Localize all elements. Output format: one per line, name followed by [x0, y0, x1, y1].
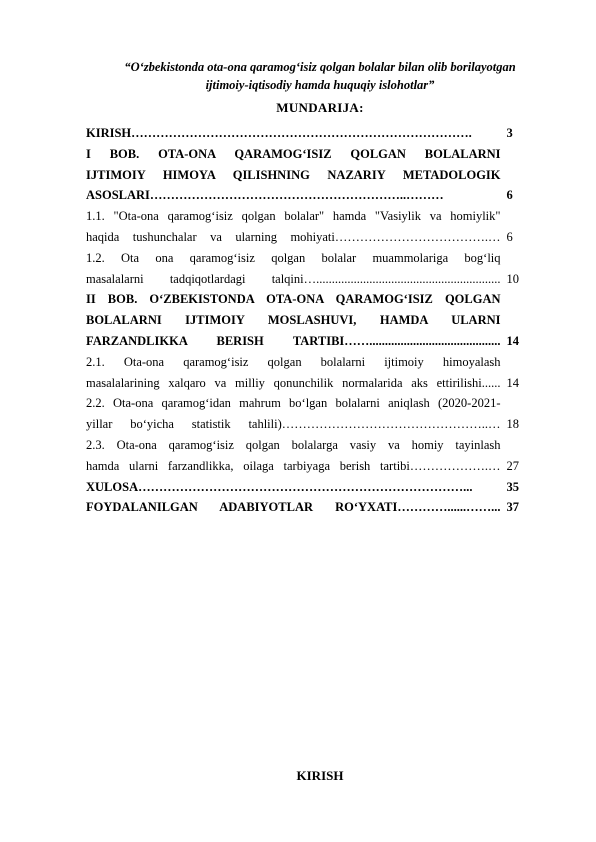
toc-entry-title [86, 123, 501, 144]
toc-entry-title [86, 393, 501, 435]
contents-heading: MUNDARIJA: [276, 100, 364, 115]
toc-page-number: 27 [506, 458, 520, 473]
toc-page-number: 18 [506, 417, 520, 432]
table-of-contents [86, 123, 546, 518]
toc-entry-line: II BOB. O‘ZBEKISTONDA OTA-ONA QARAMOG‘ISIZ QOLGAN [86, 292, 501, 307]
toc-entry-line: FARZANDLIKKA BERISH TARTIBI…….......................................... [86, 333, 501, 348]
toc-entry-title [86, 248, 501, 290]
toc-entry-line: haqida tushunchalar va ularning mohiyati……………………………….… [86, 229, 501, 244]
toc-entry[interactable] [86, 206, 546, 248]
toc-entry-line: yillar bo‘yicha statistik tahlili)…………………………………………..… [86, 417, 501, 432]
toc-entry-line: 1.2. Ota ona qaramog‘isiz qolgan bolalar muammolariga bog‘liq [86, 250, 501, 265]
toc-entry[interactable] [86, 123, 546, 144]
toc-entry-line: masalalarni tadqiqotlardagi talqini…........................................................... [86, 271, 501, 286]
toc-page-number: 35 [506, 479, 520, 494]
toc-entry-line: hamda ularni farzandlikka, oilaga tarbiyaga berish tartibi……………….… [86, 458, 501, 473]
toc-entry-line: masalalarining xalqaro va milliy qonunchilik normalarida aks ettirilishi...... [86, 375, 501, 390]
toc-entry-line: ASOSLARI……………………………………………………..……… [86, 188, 444, 203]
toc-entry[interactable] [86, 352, 546, 394]
toc-entry-line: XULOSA……………………………………………………………………... [86, 479, 473, 494]
toc-page-number: 10 [506, 271, 520, 286]
toc-entry-line: I BOB. OTA-ONA QARAMOG‘ISIZ QOLGAN BOLALARNI [86, 146, 501, 161]
toc-page-number: 6 [506, 188, 513, 203]
toc-entry-line: 2.2. Ota-ona qaramog‘idan mahrum bo‘lgan bolalarni aniqlash (2020-2021- [86, 396, 501, 411]
document-title-line-1: “O‘zbekistonda ota-ona qaramog‘isiz qolgan bolalar bilan olib borilayotgan [124, 60, 516, 74]
toc-entry-line: KIRISH………………………………………………………………………. [86, 126, 472, 140]
toc-entry-line: IJTIMOIY HIMOYA QILISHNING NAZARIY METADOLOGIK [86, 167, 501, 182]
section-heading-kirish: KIRISH [296, 768, 344, 783]
toc-entry-title [86, 477, 501, 498]
toc-page-number: 6 [506, 229, 513, 244]
toc-entry-title [86, 289, 501, 351]
toc-page-number: 14 [506, 375, 520, 390]
toc-page-number: 37 [506, 500, 520, 515]
toc-entry-title [86, 144, 501, 206]
toc-entry[interactable] [86, 393, 546, 435]
toc-entry-title [86, 497, 501, 518]
toc-page-number: 3 [506, 126, 513, 140]
toc-entry[interactable] [86, 144, 546, 206]
document-title-line-2: ijtimoiy-iqtisodiy hamda huquqiy islohotlar” [205, 78, 435, 92]
toc-entry-title [86, 352, 501, 394]
toc-entry[interactable] [86, 289, 546, 351]
toc-entry-line: 1.1. "Ota-ona qaramog‘isiz qolgan bolalar" hamda "Vasiylik va homiylik" [86, 209, 501, 224]
toc-entry[interactable] [86, 435, 546, 477]
toc-entry-line: 2.1. Ota-ona qaramog‘isiz qolgan bolalarni ijtimoiy himoyalash [86, 354, 501, 369]
toc-page-number: 14 [506, 333, 520, 348]
toc-entry[interactable] [86, 497, 546, 518]
toc-entry-title [86, 435, 501, 477]
toc-entry-line: FOYDALANILGAN ADABIYOTLAR RO‘YXATI…………......……... [86, 500, 501, 515]
toc-entry-title [86, 206, 501, 248]
toc-entry-line: 2.3. Ota-ona qaramog‘isiz qolgan bolalarga vasiy va homiy tayinlash [86, 437, 501, 452]
toc-entry[interactable] [86, 477, 546, 498]
toc-entry[interactable] [86, 248, 546, 290]
document-title [88, 58, 552, 94]
toc-entry-line: BOLALARNI IJTIMOIY MOSLASHUVI, HAMDA ULARNI [86, 313, 501, 328]
